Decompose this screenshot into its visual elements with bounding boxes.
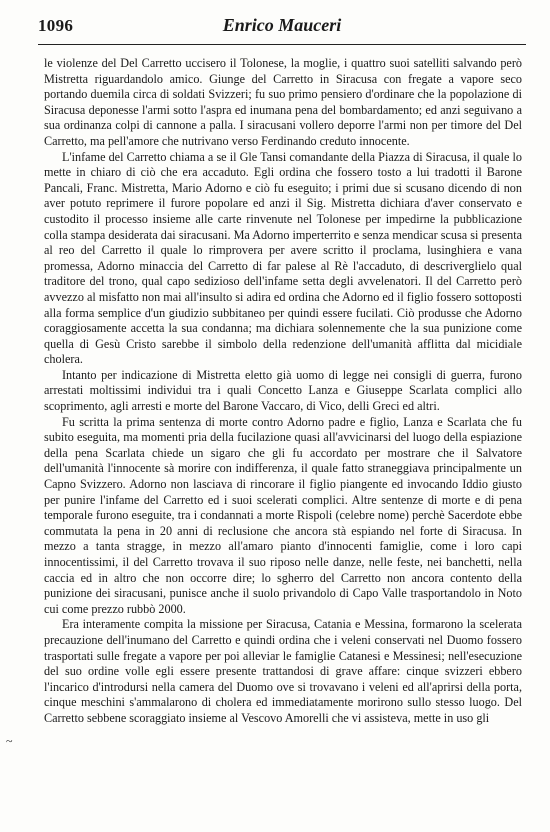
margin-mark: ~ [6, 734, 13, 748]
paragraph-5: Era interamente compita la missione per Siracusa, Catania e Messina, formarono la scelerata precauzione dell'inumano del Carretto e quindi ordina che i veleni conservati nel Duomo fossero trasportati sulle fregate a vapore per poi alleviar le famiglie Catanesi e Messinesi; nell'esecuzione del suo ordine volle egli essere presente trattandosi di grave affare: cinque svizzeri ebbero l'incarico d'introdursi nella camera del Duomo ove si trovavano i veleni ed all'aprirsi della porta, cinque meschini s'ammalarono di cholera ed immediatamente morirono sullo stesso luogo. Del Carretto sebbene scoraggiato insieme al Vescovo Amorelli che vi assisteva, mette in uso gli [44, 617, 522, 725]
paragraph-2: L'infame del Carretto chiama a se il Gle Tansi comandante della Piazza di Siracusa, il quale lo mette in chiaro di ciò che era accaduto. Egli ordina che fossero tosto a lui tradotti il Barone Pancali, Franc. Mistretta, Mario Adorno e ciò fu eseguito; i primi due si scusano dicendo di non aver potuto reprimere il furore popolare ed anzi il Sig. Mistretta dichiara d'aver conservato e custodito il processo insieme alle carte rinvenute nel Tolonese per impedirne la pubblicazione colla stampa desiderata dai siracusani. Ma Adorno imperterrito e senza mendicar scusa si presenta al reo del Carretto il quale lo rimprovera per avere scritto il proclama, lusinghiera e vana promessa, Adorno minaccia del Carretto di far palese al Rè l'accaduto, di descriverglielo qual traditore del trono, qual capo sedizioso dell'infame setta degli avvelenatori. Il del Carretto però avvezzo al misfatto non mai all'insulto si adira ed ordina che Adorno ed il figlio fossero sottoposti alla forma semplice d'un giudizio subbitaneo per quindi essere fucilati. Ciò produsse che Adorno coraggiosamente accetta la sua condanna; ma dichiara solennemente che la sua punizione come quella di Gesù Cristo sarebbe il simbolo della redenzione dell'umanità afflitta dal micidiale cholera. [44, 149, 522, 367]
page-number: 1096 [38, 16, 74, 35]
paragraph-3: Intanto per indicazione di Mistretta eletto già uomo di legge nei consigli di guerra, furono arrestati moltissimi individui tra i quali Concetto Lanza e Giuseppe Scarlata complici allo scoprimento, agli arresti e morte del Barone Vaccaro, di Vico, delli Greci ed altri. [44, 367, 522, 414]
paragraph-1: le violenze del Del Carretto uccisero il Tolonese, la moglie, i quattro suoi satelliti salvando però Mistretta riguardandolo amico. Giunge del Carretto in Siracusa con fregate a vapore seco portando duemila circa di soldati Svizzeri; fu suo primo pensiero d'ordinare che la popolazione di Siracusa deponesse l'armi sotto l'aspra ed inumana pena del bombardamento; ed anzi seguivano a sua ordinanza colpi di cannone a palla. I siracusani vollero deporre l'armi non per timore del Del Carretto, ma pell'amore che nutrivano verso Ferdinando creduto innocente. [44, 56, 522, 148]
body-text [44, 56, 522, 727]
page-header [38, 14, 526, 42]
header-rule [38, 44, 526, 45]
running-head: Enrico Mauceri [222, 15, 342, 35]
paragraph-4: Fu scritta la prima sentenza di morte contro Adorno padre e figlio, Lanza e Scarlata che fu subito eseguita, ma momenti pria della fucilazione quasi all'avvicinarsi del luogo della espiazione della pena Scarlata chiede un sigaro che gli fu accordato per mostrare che il Salvatore dell'umanità l'innocente sà morire con indifferenza, il quale fatto straneggiava principalmente un Capno Svizzero. Adorno non lasciava di rincorare il figlio piangente ed invocando Iddio giusto per punire l'infame del Carretto ed i suoi scelerati complici. Altre sentenze di morte e di pena temporale furono eseguite, tra i condannati a morte Rispoli (celebre nome) perchè Sacerdote ebbe commutata la pena in 20 anni di reclusione che ancora stà espiando nel forte di Siracusa. In mezzo a tanta stragge, in mezzo all'amaro pianto d'innocenti famiglie, come i loro capi innocentissimi, il del Carretto trovava il suo riposo nelle danze, nelle feste, nei banchetti, nella caccia ed in altro che non occorre dire; lo sgherro del Carretto non ancora contento della punizione dei siracusani, punisce anche il suolo privandolo di Capo Valle trasportandolo in Noto cui come prezzo rubbò 2000. [44, 414, 522, 616]
